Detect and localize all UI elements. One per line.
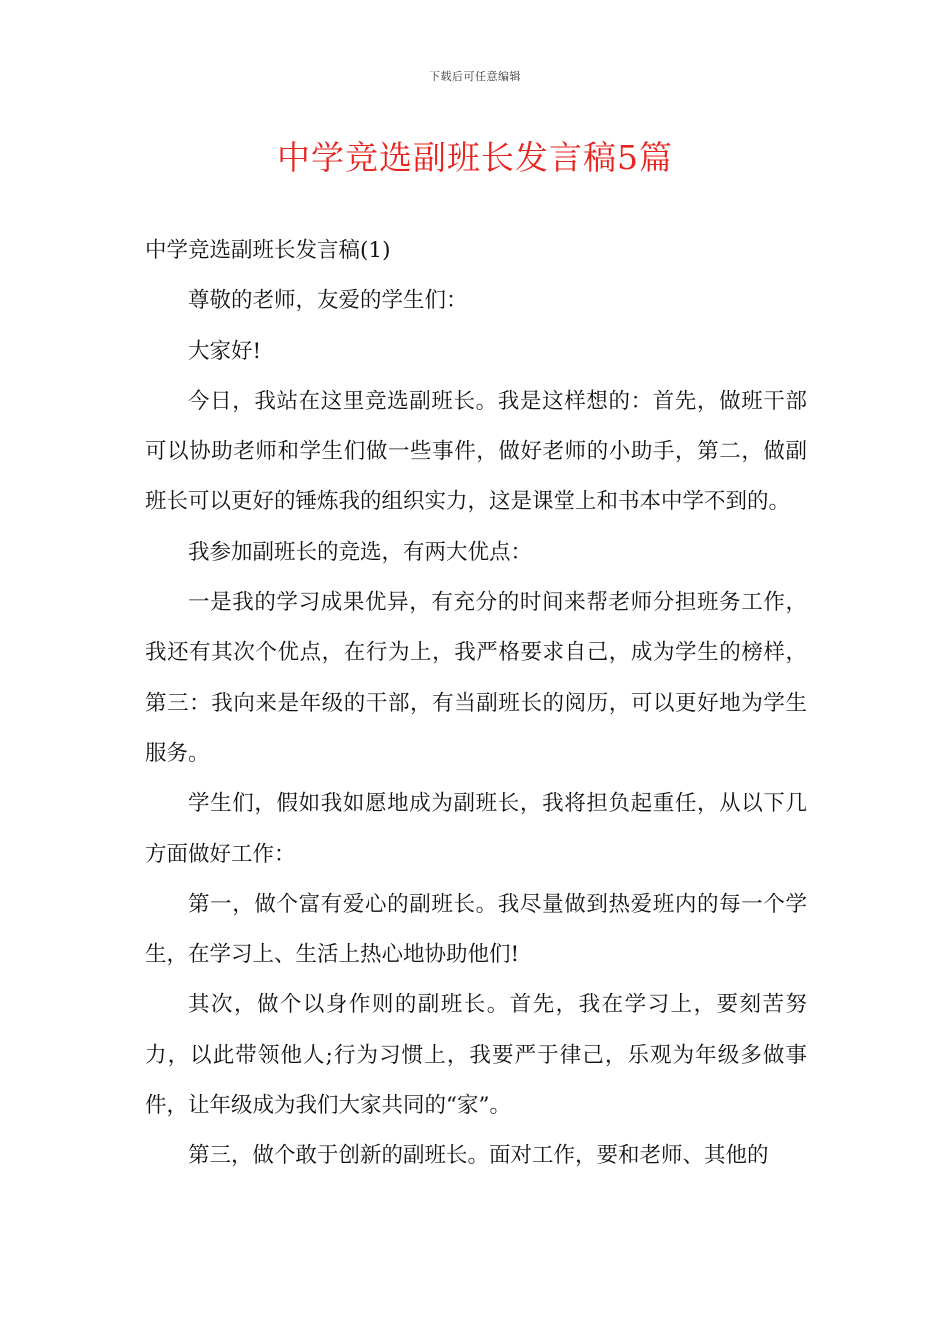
document-title: 中学竞选副班长发言稿5篇 (277, 138, 673, 177)
paragraph: 学生们，假如我如愿地成为副班长，我将担负起重任，从以下几方面做好工作： (145, 791, 807, 867)
paragraph-greeting: 大家好! (188, 338, 262, 364)
header-note: 下载后可任意编辑 (429, 70, 521, 83)
paragraph: 我参加副班长的竞选，有两大优点： (188, 539, 533, 565)
paragraph-salutation: 尊敬的老师，友爱的学生们： (188, 288, 468, 314)
paragraph: 第一，做个富有爱心的副班长。我尽量做到热爱班内的每一个学生，在学习上、生活上热心地协助他们! (145, 891, 807, 968)
section-heading: 中学竞选副班长发言稿(1) (145, 238, 391, 263)
paragraph: 今日，我站在这里竞选副班长。我是这样想的：首先，做班干部可以协助老师和学生们做一些事件，做好老师的小助手，第二，做副班长可以更好的锤炼我的组织实力，这是课堂上和书本中学不到的。 (145, 388, 807, 515)
paragraph: 一是我的学习成果优异，有充分的时间来帮老师分担班务工作，我还有其次个优点，在行为上，我严格要求自己，成为学生的榜样，第三：我向来是年级的干部，有当副班长的阅历，可以更好地为学生服务。 (145, 590, 807, 766)
document-body (145, 226, 807, 1182)
paragraph: 第三，做个敢于创新的副班长。面对工作，要和老师、其他的 (188, 1143, 769, 1169)
paragraph: 其次，做个以身作则的副班长。首先，我在学习上，要刻苦努力，以此带领他人;行为习惯上，我要严于律己，乐观为年级多做事件，让年级成为我们大家共同的“家”。 (145, 992, 807, 1119)
